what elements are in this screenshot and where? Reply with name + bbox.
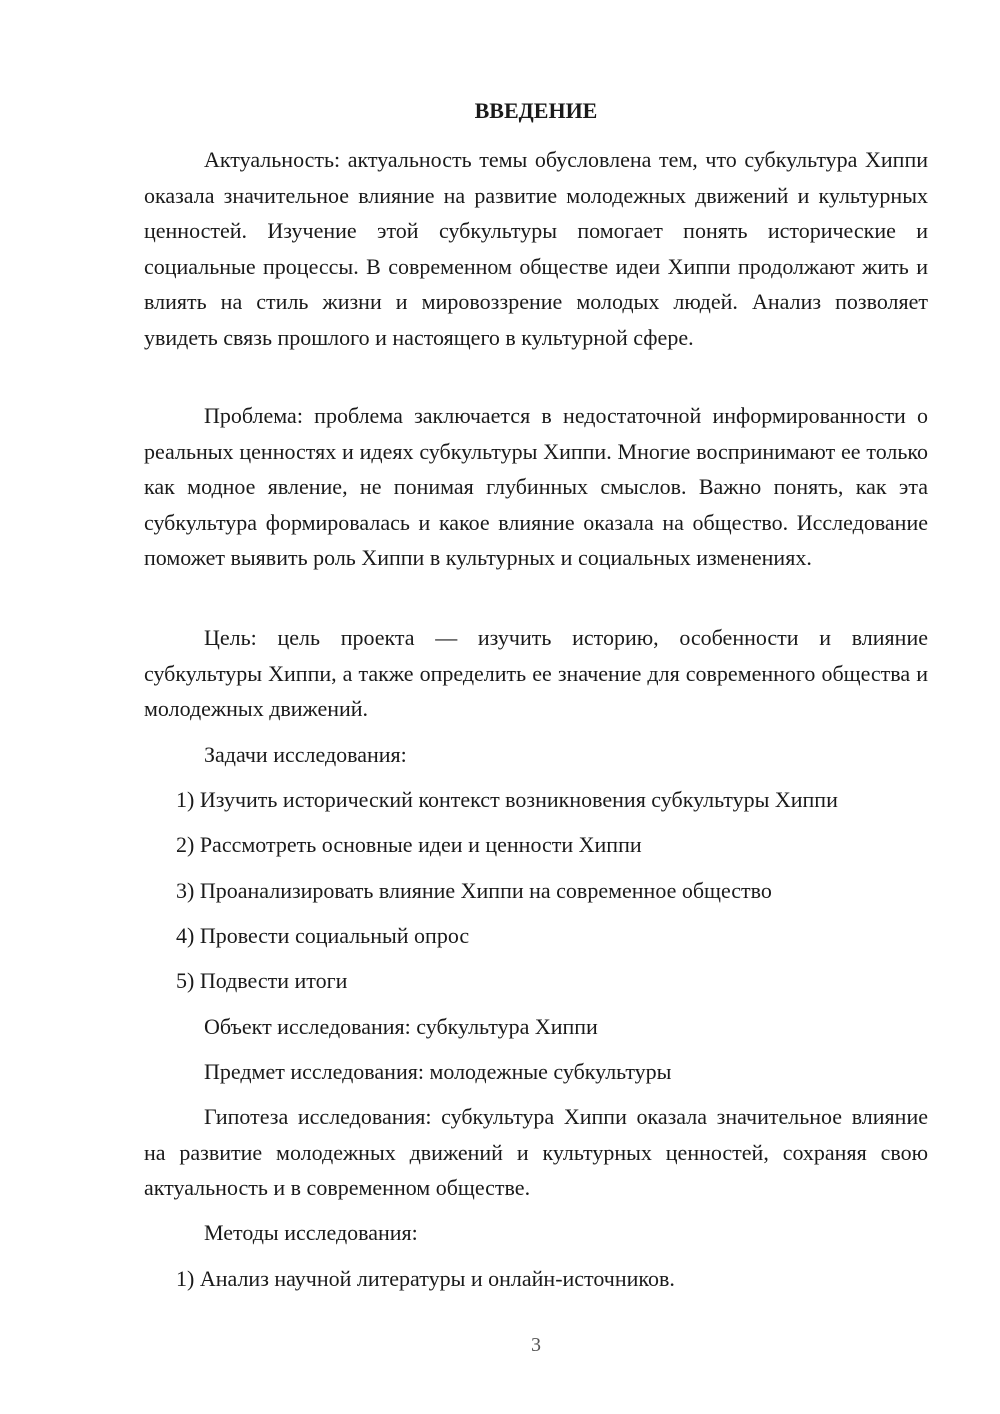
research-object: Объект исследования: субкультура Хиппи	[204, 1014, 598, 1039]
tasks-heading: Задачи исследования:	[204, 742, 407, 767]
task-item-5: 5) Подвести итоги	[176, 968, 348, 993]
problem-paragraph: Проблема: проблема заключается в недостаточной информированности о реальных ценностях и идеях субкультуры Хиппи. Многие воспринимают ее только как модное явление, не понимая глубинных смыслов. Важно понять, как эта субкультура формировалась и какое влияние оказала на общество. Исследование поможет выявить роль Хиппи в культурных и социальных изменениях.	[144, 403, 928, 570]
research-subject: Предмет исследования: молодежные субкультуры	[204, 1059, 672, 1084]
task-item-2: 2) Рассмотреть основные идеи и ценности Хиппи	[176, 832, 642, 857]
relevance-paragraph: Актуальность: актуальность темы обусловлена тем, что субкультура Хиппи оказала значительное влияние на развитие молодежных движений и культурных ценностей. Изучение этой субкультуры помогает понять исторические и социальные процессы. В современном обществе идеи Хиппи продолжают жить и влиять на стиль жизни и мировоззрение молодых людей. Анализ позволяет увидеть связь прошлого и настоящего в культурной сфере.	[144, 147, 928, 350]
method-item-1: 1) Анализ научной литературы и онлайн-источников.	[176, 1266, 675, 1291]
goal-paragraph: Цель: цель проекта — изучить историю, особенности и влияние субкультуры Хиппи, а также определить ее значение для современного общества и молодежных движений.	[144, 625, 928, 721]
hypothesis-paragraph: Гипотеза исследования: субкультура Хиппи оказала значительное влияние на развитие молодежных движений и культурных ценностей, сохраняя свою актуальность и в современном обществе.	[144, 1104, 928, 1200]
methods-heading: Методы исследования:	[204, 1220, 418, 1245]
task-item-1: 1) Изучить исторический контекст возникновения субкультуры Хиппи	[176, 787, 838, 812]
page-title: ВВЕДЕНИЕ	[474, 98, 598, 123]
page-number: 3	[531, 1334, 541, 1356]
task-item-3: 3) Проанализировать влияние Хиппи на современное общество	[176, 878, 772, 903]
task-item-4: 4) Провести социальный опрос	[176, 923, 470, 948]
